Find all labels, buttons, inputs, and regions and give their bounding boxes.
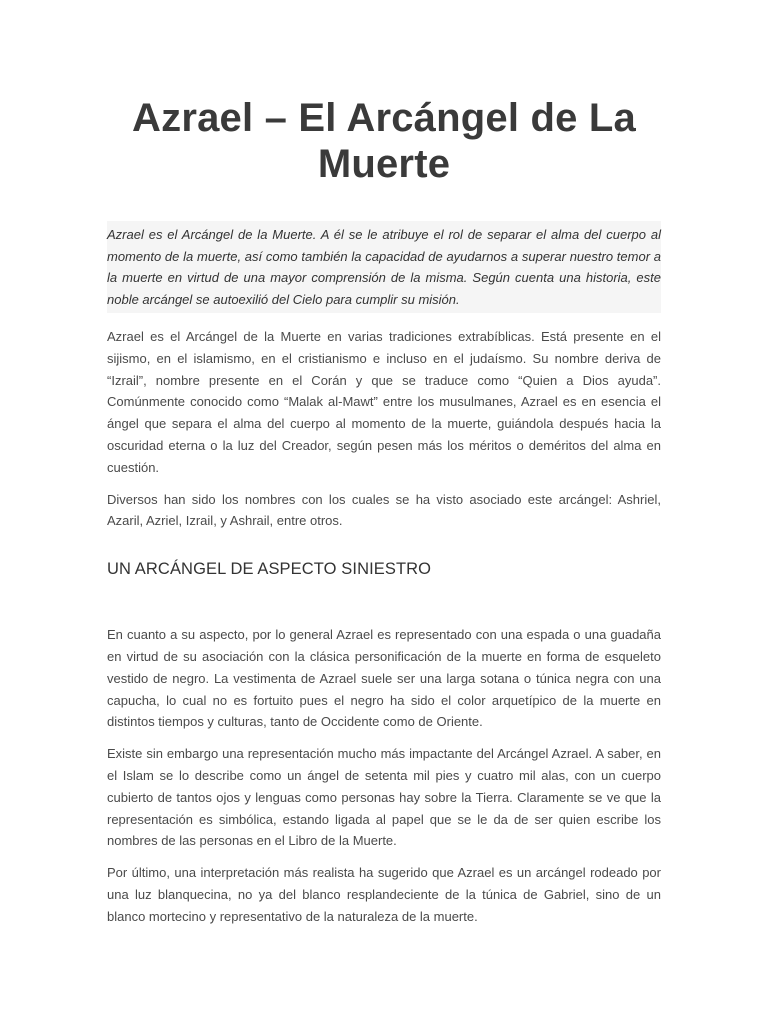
section-paragraph: Por último, una interpretación más realista ha sugerido que Azrael es un arcángel rodeado por una luz blanquecina, no ya del blanco resplandeciente de la túnica de Gabriel, sino de un blanco mortecino y representativo de la naturaleza de la muerte. (107, 865, 661, 924)
body-paragraph: Diversos han sido los nombres con los cuales se ha visto asociado este arcángel: Ashriel, Azaril, Azriel, Izrail, y Ashrail, entre otros. (107, 491, 661, 529)
section-heading: UN ARCÁNGEL DE ASPECTO SINIESTRO (107, 560, 432, 579)
body-paragraph: Azrael es el Arcángel de la Muerte en varias tradiciones extrabíblicas. Está presente en el sijismo, en el islamismo, en el cristianismo e incluso en el judaísmo. Su nombre deriva de “Izrail”, nombre presente en el Corán y que se traduce como “Quien a Dios ayuda”. Comúnmente conocido como “Malak al-Mawt” entre los musulmanes, Azrael es en esencia el ángel que separa el alma del cuerpo al momento de la muerte, guiándola después hacia la oscuridad eterna o la luz del Creador, según pesen más los méritos o deméritos del alma en cuestión. (107, 329, 661, 475)
page-title: Azrael – El Arcángel de La Muerte (132, 96, 636, 186)
section-paragraph: Existe sin embargo una representación mucho más impactante del Arcángel Azrael. A saber, en el Islam se lo describe como un ángel de setenta mil pies y cuatro mil alas, con un cuerpo cubierto de tantos ojos y lenguas como personas hay sobre la Tierra. Claramente se ve que la representación es simbólica, estando ligada al papel que se le da de ser quien escribe los nombres de las personas en el Libro de la Muerte. (107, 746, 661, 849)
intro-callout: Azrael es el Arcángel de la Muerte. A él se le atribuye el rol de separar el alma del cuerpo al momento de la muerte, así como también la capacidad de ayudarnos a superar nuestro temor a la muerte en virtud de una mayor comprensión de la misma. Según cuenta una historia, este noble arcángel se autoexilió del Cielo para cumplir su misión. (107, 221, 661, 313)
section-paragraph: En cuanto a su aspecto, por lo general Azrael es representado con una espada o una guadaña en virtud de su asociación con la clásica personificación de la muerte en forma de esqueleto vestido de negro. La vestimenta de Azrael suele ser una larga sotana o túnica negra con una capucha, lo cual no es fortuito pues el negro ha sido el color arquetípico de la muerte en distintos tiempos y culturas, tanto de Occidente como de Oriente. (107, 627, 661, 730)
document-page (107, 0, 661, 928)
